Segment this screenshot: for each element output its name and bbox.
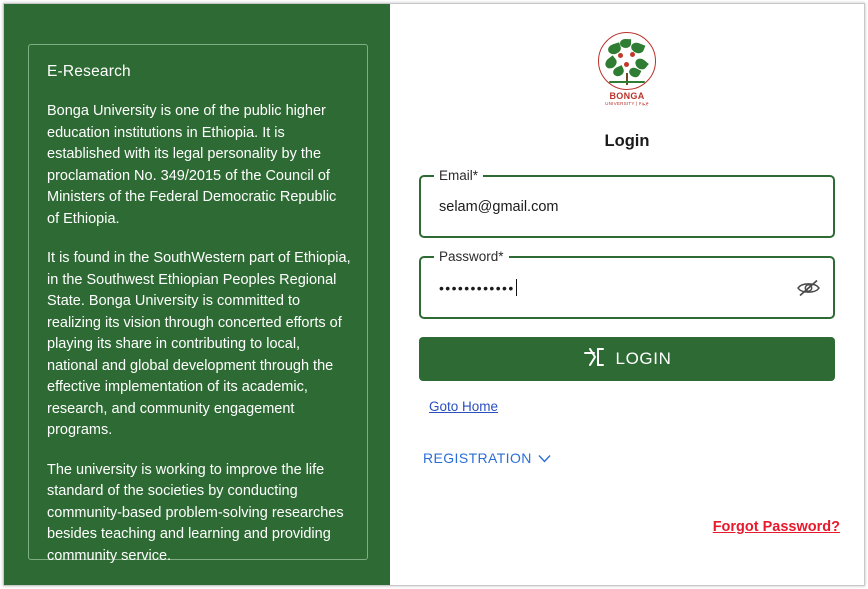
goto-home-link[interactable]: Goto Home: [429, 399, 499, 414]
forgot-password-link[interactable]: Forgot Password?: [712, 519, 840, 535]
logo-container: [390, 4, 864, 116]
password-label-text: Password: [439, 249, 499, 264]
password-input-value[interactable]: ••••••••••••: [439, 279, 515, 296]
info-paragraph-2: It is found in the SouthWestern part of Ethiopia, in the Southwest Ethiopian Peoples Regional State. Bonga University is committed to realizing its vision through concerted efforts of playing its share in contributing to local, national and global development through the effective implementation of its academic, research, and community engagement programs.: [47, 250, 351, 438]
password-field[interactable]: [419, 249, 835, 319]
registration-dropdown[interactable]: [423, 450, 551, 466]
info-paragraph-3: The university is working to improve the life standard of the societies by conducting community-based problem-solving researches besides teaching and learning and providing community service.: [47, 461, 344, 564]
email-required-mark: *: [472, 168, 479, 183]
password-required-mark: *: [498, 249, 504, 264]
email-label-text: Email: [439, 168, 473, 183]
eye-off-icon[interactable]: [795, 275, 821, 301]
info-panel: [4, 4, 390, 585]
info-panel-title: E-Research: [47, 63, 131, 80]
info-paragraph-1: Bonga University is one of the public higher education institutions in Ethiopia. It is established with its legal personality by the proclamation No. 349/2015 of the Council of Ministers of the Federal Democratic Republic of Ethiopia.: [47, 103, 337, 227]
registration-label: REGISTRATION: [423, 450, 532, 466]
university-logo: [594, 32, 660, 116]
page-title: Login: [604, 132, 650, 150]
logo-subtext: UNIVERSITY | ኮሌጅ: [605, 101, 649, 106]
email-input-value[interactable]: selam@gmail.com: [439, 198, 559, 215]
password-label: [434, 249, 509, 264]
text-caret: [516, 279, 517, 296]
login-arrow-icon: [583, 347, 605, 372]
coffee-tree-seal-icon: [598, 32, 656, 90]
login-form: [390, 168, 864, 468]
email-label: [434, 168, 483, 183]
chevron-down-icon: [538, 450, 551, 466]
logo-wordmark: BONGA: [609, 91, 645, 101]
app-window: [3, 3, 865, 586]
login-button-label: LOGIN: [615, 349, 672, 368]
email-field[interactable]: [419, 168, 835, 238]
login-button[interactable]: [419, 337, 835, 381]
login-panel: [390, 4, 864, 585]
e-research-card: [28, 44, 368, 564]
